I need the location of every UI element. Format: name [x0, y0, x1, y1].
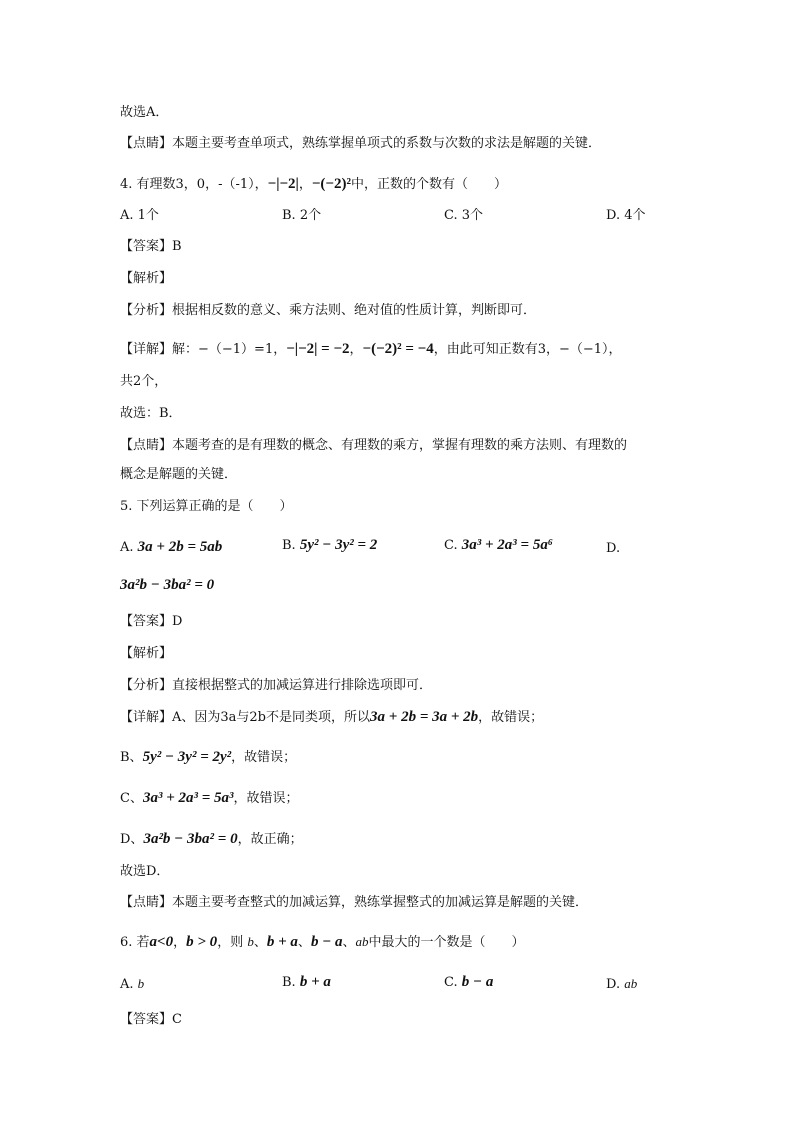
option-label: A. [120, 540, 134, 555]
math-expression: b > 0 [186, 934, 218, 950]
question-text: ， [173, 935, 187, 950]
option-d [606, 975, 637, 994]
math-expression: a<0 [149, 934, 174, 950]
math-expression: −|−2| = −2 [286, 341, 350, 357]
math-expression: 3a³ + 2a³ = 5a³ [142, 790, 234, 806]
math-expression: 5y² − 3y² = 2 [299, 537, 378, 553]
math-expression: b − a [461, 974, 494, 990]
question-text: 中最大的一个数是（ ） [368, 935, 525, 950]
math-variable: ab [355, 934, 369, 949]
option-label: C. [444, 975, 458, 990]
text-line: 【点睛】本题主要考查单项式，熟练掌握单项式的系数与次数的求法是解题的关键． [120, 136, 602, 151]
option-d-expression [120, 576, 214, 595]
option-label: C. [444, 538, 458, 553]
detail-text: ，故错误； [478, 710, 544, 725]
detail-text: 【详解】A、因为3a与2b不是同类项，所以 [120, 710, 371, 725]
math-expression: 3a + 2b = 5ab [137, 539, 223, 555]
math-expression: −(−2)² [311, 176, 351, 192]
option-a [120, 538, 222, 557]
option-b: B. 2个 [282, 208, 322, 223]
detail-line [120, 789, 299, 808]
answer-line: 【答案】B [120, 239, 182, 254]
option-c [444, 536, 553, 555]
question-text: 4. 有理数3，0，-（-1）， [120, 177, 268, 192]
math-expression: b + a [299, 974, 331, 990]
detail-line: 共2个， [120, 374, 168, 389]
detail-text: ，故正确； [237, 832, 303, 847]
tip-line: 【点睛】本题主要考查整式的加减运算，熟练掌握整式的加减运算是解题的关键． [120, 895, 589, 910]
math-expression: 5y² − 3y² = 2y² [142, 749, 232, 765]
tip-line: 概念是解题的关键． [120, 467, 238, 482]
analysis-line: 【分析】直接根据整式的加减运算进行排除选项即可． [120, 678, 433, 693]
option-c [444, 973, 493, 992]
math-expression: −(−2)² = −4 [362, 341, 434, 357]
question-6 [120, 933, 525, 952]
option-b [282, 973, 331, 992]
math-expression: b + a [266, 934, 298, 950]
analysis-heading: 【解析】 [120, 271, 173, 286]
math-expression: b − a [310, 934, 343, 950]
option-label: D. [606, 977, 621, 992]
detail-line [120, 340, 622, 359]
math-expression: 3a²b − 3ba² = 0 [143, 831, 238, 847]
answer-line: 【答案】C [120, 1012, 182, 1027]
math-variable: b [137, 976, 145, 991]
option-d: D. 4个 [606, 208, 646, 223]
option-label: B. [282, 538, 296, 553]
math-expression: −|−2| [267, 176, 299, 192]
detail-text: 【详解】解：−（−1）=1， [120, 342, 287, 357]
option-c: C. 3个 [444, 208, 484, 223]
question-text: 、 [297, 935, 311, 950]
detail-text: ， [349, 342, 363, 357]
option-a [120, 975, 144, 994]
tip-line: 【点睛】本题考查的是有理数的概念、有理数的乘方，掌握有理数的乘方法则、有理数的 [120, 438, 628, 453]
math-expression: 3a³ + 2a³ = 5a⁶ [461, 537, 554, 553]
option-label: A. [120, 977, 134, 992]
question-text: ，则 [217, 935, 244, 950]
text-line: 故选A． [120, 105, 169, 120]
answer-line: 【答案】D [120, 614, 183, 629]
option-d: D. [606, 541, 621, 556]
question-text: 中，正数的个数有（ ） [350, 177, 507, 192]
question-4 [120, 175, 507, 194]
detail-text: B、 [120, 750, 143, 765]
question-text: ， [298, 177, 312, 192]
question-text: 、 [342, 935, 356, 950]
detail-text: D、 [120, 832, 144, 847]
math-expression: 3a²b − 3ba² = 0 [120, 577, 215, 593]
choice-line: 故选D． [120, 864, 170, 879]
analysis-heading: 【解析】 [120, 646, 173, 661]
choice-line: 故选：B． [120, 406, 182, 421]
detail-text: ，故错误； [233, 791, 299, 806]
option-label: B. [282, 975, 296, 990]
detail-text: C、 [120, 791, 143, 806]
question-text: 6. 若 [120, 935, 150, 950]
question-5: 5. 下列运算正确的是（ ） [120, 499, 293, 514]
math-variable: b [247, 934, 254, 949]
math-variable: ab [624, 976, 638, 991]
detail-line [120, 708, 543, 727]
math-expression: 3a + 2b = 3a + 2b [370, 709, 479, 725]
option-a: A. 1个 [120, 208, 159, 223]
detail-text: ，由此可知正数有3，−（−1）， [433, 342, 622, 357]
analysis-line: 【分析】根据相反数的意义、乘方法则、绝对值的性质计算，判断即可． [120, 303, 537, 318]
question-text: 、 [253, 935, 267, 950]
detail-text: ，故错误； [231, 750, 297, 765]
option-b [282, 536, 377, 555]
detail-line [120, 748, 296, 767]
detail-line [120, 830, 303, 849]
